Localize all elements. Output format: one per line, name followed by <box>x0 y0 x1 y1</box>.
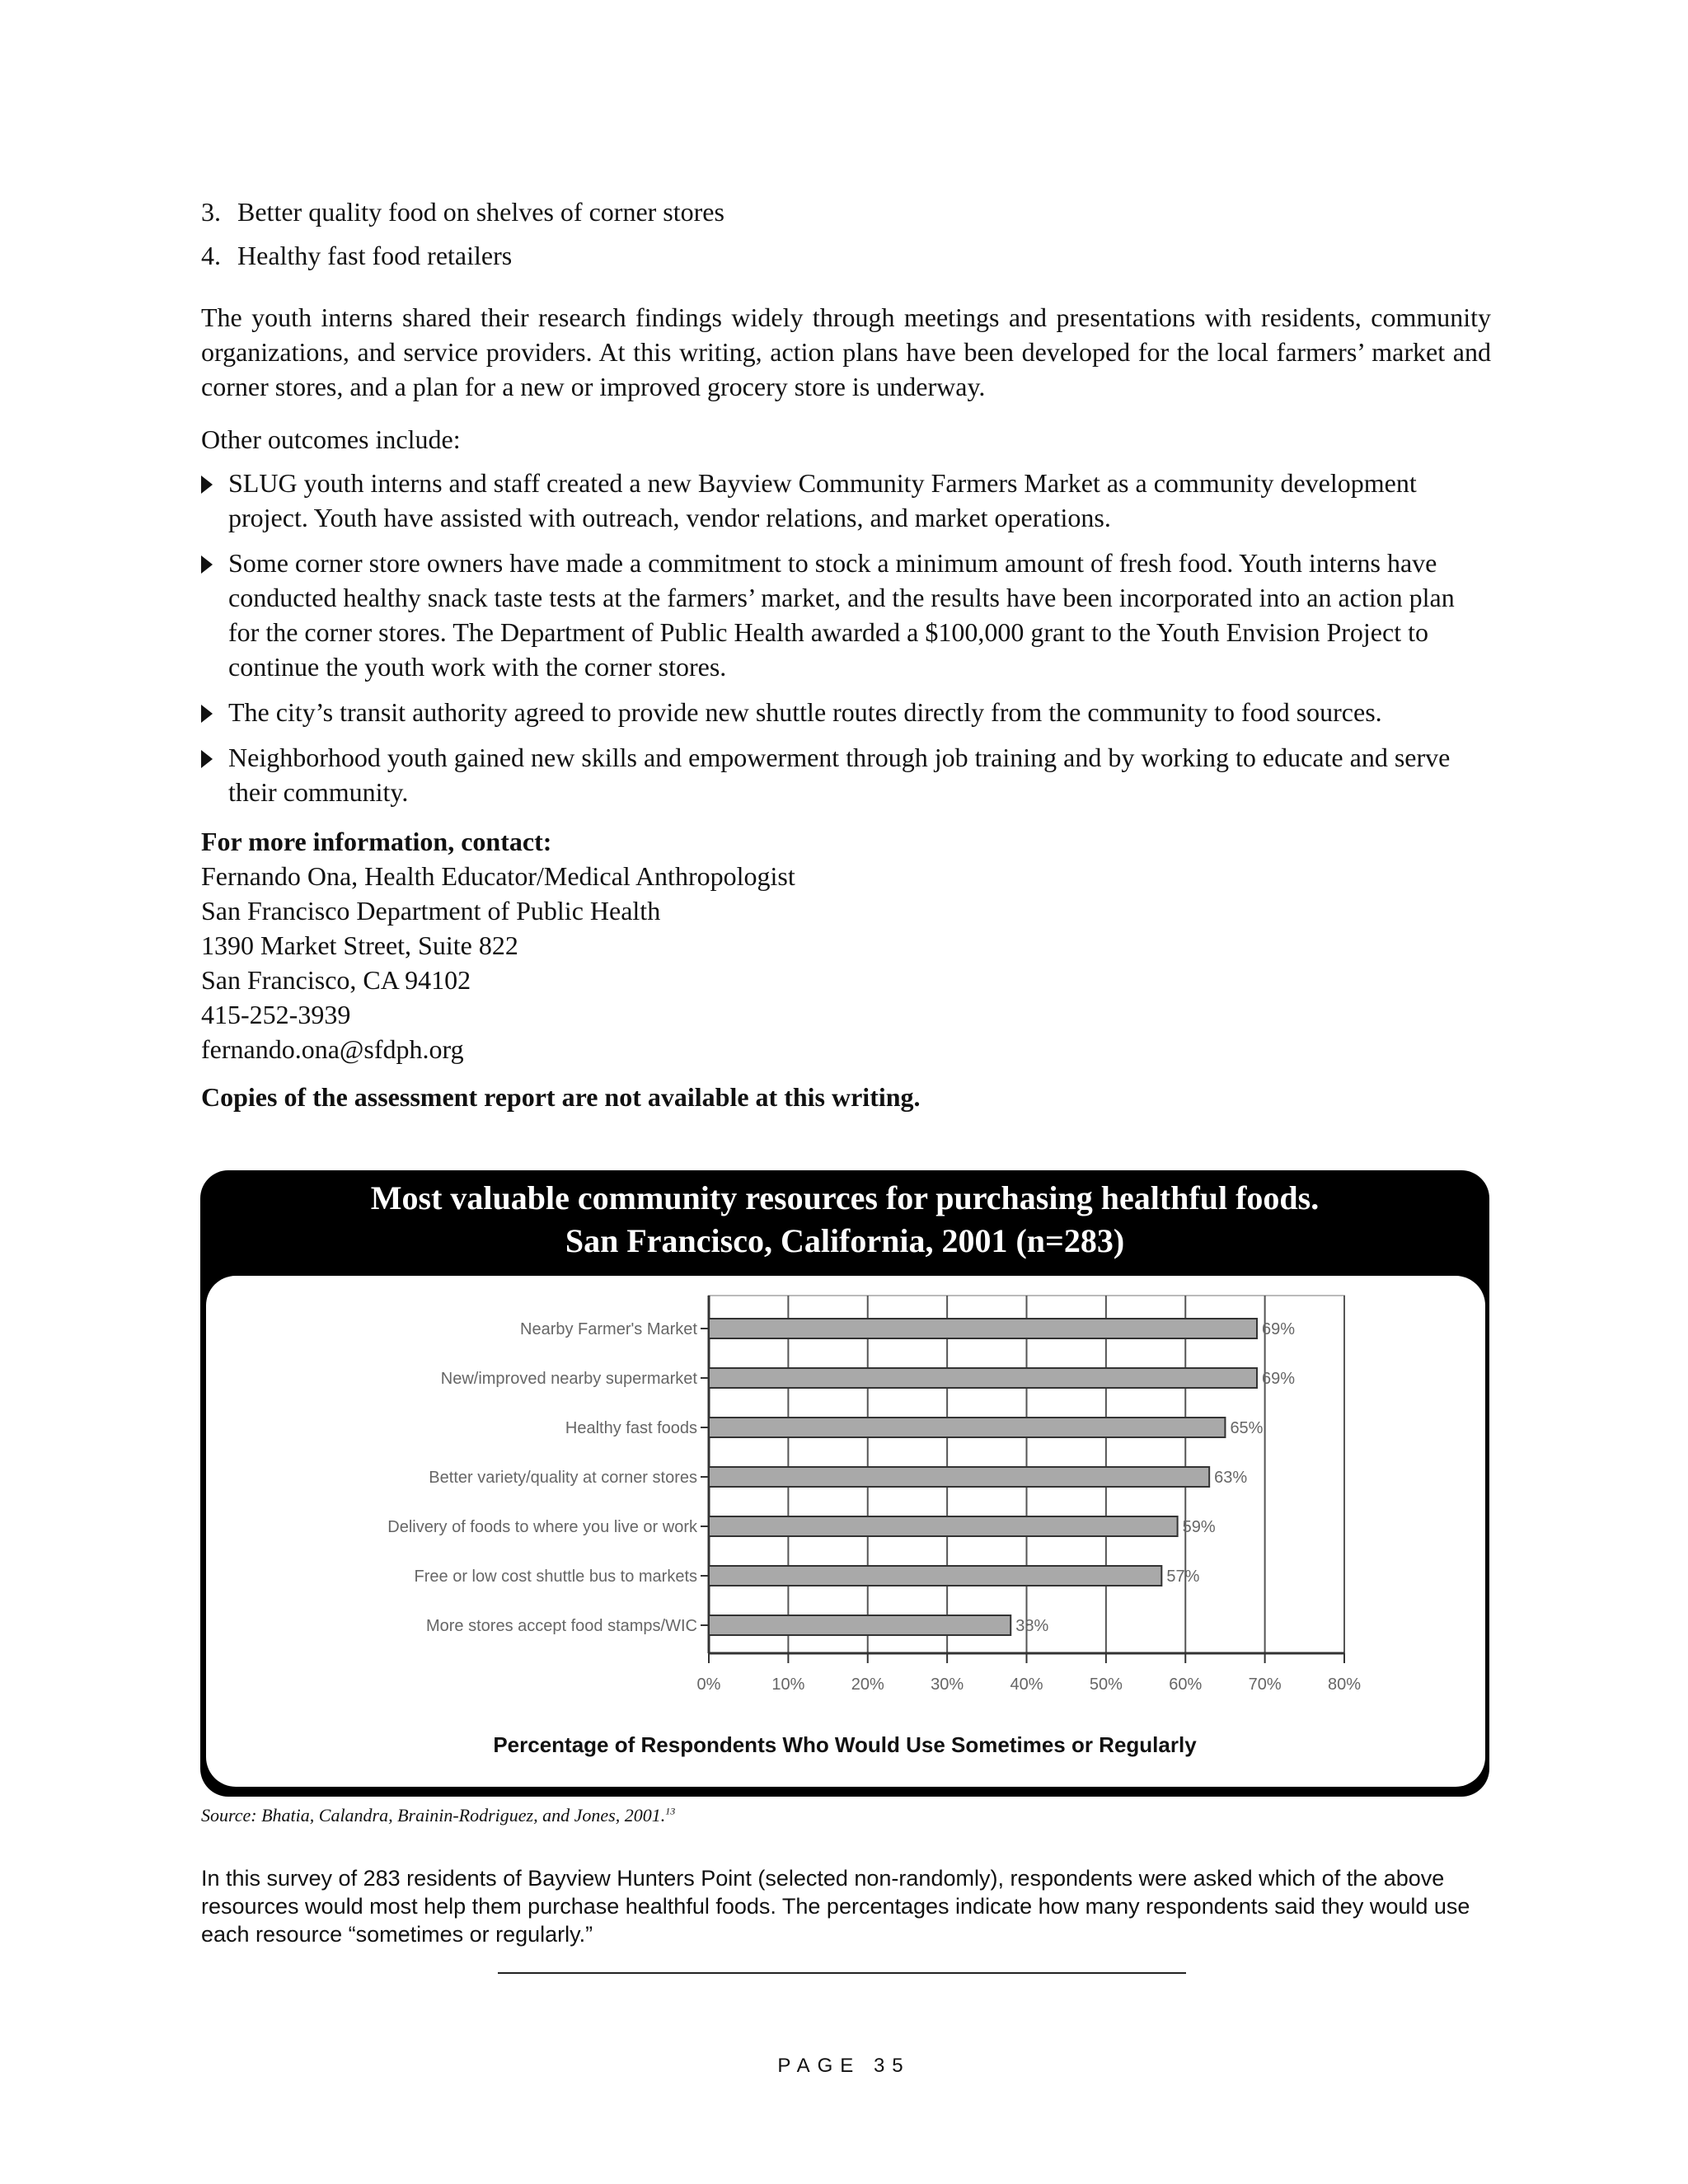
bullet-icon <box>201 466 228 535</box>
category-label: Healthy fast foods <box>565 1419 697 1437</box>
bar <box>709 1566 1161 1586</box>
outcome-text: The city’s transit authority agreed to provide new shuttle routes directly from the community to food sources. <box>228 697 1382 727</box>
list-number: 4. <box>201 241 221 270</box>
list-text: Better quality food on shelves of corner stores <box>237 197 724 227</box>
list-text: Healthy fast food retailers <box>237 241 513 270</box>
x-tick-label: 60% <box>1169 1675 1203 1694</box>
x-tick-label: 0% <box>696 1675 721 1694</box>
chart-panel <box>200 1170 1489 1797</box>
x-tick-label: 80% <box>1327 1675 1362 1694</box>
outcome-text: Neighborhood youth gained new skills and empowerment through job training and by working to educate and serve their community. <box>228 743 1451 807</box>
chart-subtitle: San Francisco, California, 2001 (n=283) <box>565 1222 1125 1259</box>
chart-caption: In this survey of 283 residents of Bayview Hunters Point (selected non-randomly), respondents were asked which of the above resources would most help them purchase healthful foods. The percentages indicate how many respondents said they would use each resource “sometimes or regularly.” <box>201 1866 1470 1947</box>
data-label: 65% <box>1230 1419 1264 1437</box>
x-tick-label: 40% <box>1010 1675 1043 1694</box>
bullet-icon <box>201 695 228 729</box>
contact-phone: 415-252-3939 <box>201 1000 351 1029</box>
bar <box>709 1516 1178 1536</box>
contact-organization: San Francisco Department of Public Health <box>201 896 661 926</box>
outcomes-list <box>201 466 1491 809</box>
list-item <box>201 466 1491 535</box>
bullet-icon <box>201 740 228 809</box>
chart-title-block <box>200 1177 1489 1263</box>
list-item <box>201 695 1491 729</box>
contact-city: San Francisco, CA 94102 <box>201 965 471 995</box>
bar <box>709 1319 1257 1338</box>
divider <box>498 1972 1186 1974</box>
list-item <box>201 238 1491 273</box>
contact-name: Fernando Ona, Health Educator/Medical Anthropologist <box>201 861 795 891</box>
bar <box>709 1467 1209 1487</box>
x-tick-label: 30% <box>931 1675 964 1694</box>
category-label: Delivery of foods to where you live or work <box>387 1518 697 1536</box>
list-number: 3. <box>201 197 221 227</box>
bar <box>709 1418 1225 1437</box>
chart-title: Most valuable community resources for purchasing healthful foods. <box>370 1179 1320 1216</box>
source-text: Source: Bhatia, Calandra, Brainin-Rodriguez, and Jones, 2001. <box>201 1805 666 1825</box>
data-label: 38% <box>1015 1617 1049 1635</box>
page-number: PAGE 35 <box>777 2055 911 2077</box>
category-label: New/improved nearby supermarket <box>440 1370 697 1388</box>
numbered-list <box>201 194 1491 273</box>
contact-street: 1390 Market Street, Suite 822 <box>201 930 518 960</box>
contact-email[interactable]: fernando.ona@sfdph.org <box>201 1034 464 1064</box>
x-tick-label: 50% <box>1089 1675 1123 1694</box>
outcome-text: SLUG youth interns and staff created a new Bayview Community Farmers Market as a community development project. Youth have assisted with outreach, vendor relations, and market operations. <box>228 468 1417 532</box>
x-tick-label: 70% <box>1248 1675 1282 1694</box>
x-tick-label: 20% <box>851 1675 884 1694</box>
findings-paragraph: The youth interns shared their research findings widely through meetings and presentations with residents, community organizations, and service providers. At this writing, action plans have been developed for the local farmers’ market and corner stores, and a plan for a new or improved grocery store is underway. <box>201 302 1491 401</box>
outcomes-intro: Other outcomes include: <box>201 424 461 454</box>
data-label: 69% <box>1261 1370 1296 1388</box>
list-item <box>201 740 1491 809</box>
page-body <box>201 194 1491 1114</box>
list-item <box>201 194 1491 229</box>
category-label: Nearby Farmer's Market <box>520 1320 697 1338</box>
bar-chart <box>206 1276 1485 1787</box>
data-label: 59% <box>1182 1518 1216 1536</box>
data-label: 69% <box>1261 1320 1296 1338</box>
bar <box>709 1615 1010 1635</box>
chart-area <box>206 1276 1485 1787</box>
contact-heading: For more information, contact: <box>201 827 552 856</box>
data-label: 57% <box>1166 1568 1200 1586</box>
outcome-text: Some corner store owners have made a commitment to stock a minimum amount of fresh food. Youth interns have conducted healthy snack taste tests at the farmers’ market, and the results have been incorporated into an action plan for the corner stores. The Department of Public Health awarded a $100,000 grant to the Youth Envision Project to continue the youth work with the corner stores. <box>228 548 1455 682</box>
bar <box>709 1368 1257 1388</box>
contact-block <box>201 859 1491 1066</box>
bullet-icon <box>201 546 228 684</box>
list-item <box>201 546 1491 684</box>
category-label: More stores accept food stamps/WIC <box>425 1617 697 1635</box>
category-label: Better variety/quality at corner stores <box>429 1469 697 1487</box>
data-label: 63% <box>1214 1469 1248 1487</box>
source-citation <box>201 1805 675 1826</box>
category-label: Free or low cost shuttle bus to markets <box>414 1568 697 1586</box>
x-tick-label: 10% <box>771 1675 805 1694</box>
x-axis-title: Percentage of Respondents Who Would Use Sometimes or Regularly <box>493 1732 1197 1757</box>
copies-note: Copies of the assessment report are not available at this writing. <box>201 1082 921 1112</box>
source-ref: 13 <box>665 1805 676 1817</box>
